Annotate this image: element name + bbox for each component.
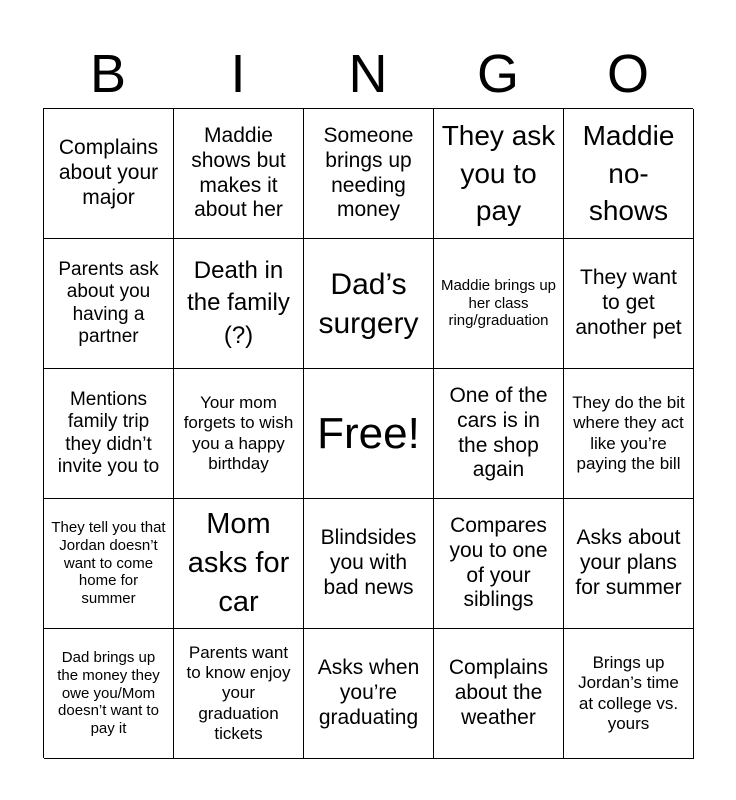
header-letter-o: O — [606, 44, 649, 104]
bingo-cell-r3c1[interactable]: Mentions family trip they didn’t invite you to — [44, 369, 174, 499]
header-letter-g: G — [476, 44, 519, 104]
bingo-cell-r2c3[interactable]: Dad’s surgery — [304, 239, 434, 369]
bingo-cell-r5c3[interactable]: Asks when you’re graduating — [304, 629, 434, 759]
header-letter-i: I — [230, 44, 246, 104]
bingo-cell-r3c4[interactable]: One of the cars is in the shop again — [434, 369, 564, 499]
bingo-cell-r1c5[interactable]: Maddie no-shows — [564, 109, 694, 239]
header-letter-b: B — [89, 44, 127, 104]
bingo-cell-r4c3[interactable]: Blindsides you with bad news — [304, 499, 434, 629]
bingo-cell-r1c4[interactable]: They ask you to pay — [434, 109, 564, 239]
bingo-cell-r3c2[interactable]: Your mom forgets to wish you a happy birthday — [174, 369, 304, 499]
bingo-cell-r2c4[interactable]: Maddie brings up her class ring/graduation — [434, 239, 564, 369]
bingo-cell-r5c4[interactable]: Complains about the weather — [434, 629, 564, 759]
bingo-cell-r5c5[interactable]: Brings up Jordan’s time at college vs. yours — [564, 629, 694, 759]
header-letter-n: N — [348, 44, 388, 104]
bingo-cell-free[interactable]: Free! — [304, 369, 434, 499]
bingo-board — [43, 108, 693, 758]
bingo-cell-r2c2[interactable]: Death in the family (?) — [174, 239, 304, 369]
bingo-cell-r4c4[interactable]: Compares you to one of your siblings — [434, 499, 564, 629]
bingo-cell-r1c2[interactable]: Maddie shows but makes it about her — [174, 109, 304, 239]
bingo-cell-r1c1[interactable]: Complains about your major — [44, 109, 174, 239]
bingo-cell-r5c2[interactable]: Parents want to know enjoy your graduation tickets — [174, 629, 304, 759]
bingo-cell-r2c5[interactable]: They want to get another pet — [564, 239, 694, 369]
bingo-cell-r3c5[interactable]: They do the bit where they act like you’re paying the bill — [564, 369, 694, 499]
bingo-header — [43, 40, 693, 108]
bingo-cell-r5c1[interactable]: Dad brings up the money they owe you/Mom doesn’t want to pay it — [44, 629, 174, 759]
bingo-cell-r1c3[interactable]: Someone brings up needing money — [304, 109, 434, 239]
bingo-cell-r2c1[interactable]: Parents ask about you having a partner — [44, 239, 174, 369]
bingo-cell-r4c5[interactable]: Asks about your plans for summer — [564, 499, 694, 629]
bingo-cell-r4c2[interactable]: Mom asks for car — [174, 499, 304, 629]
bingo-cell-r4c1[interactable]: They tell you that Jordan doesn’t want to come home for summer — [44, 499, 174, 629]
